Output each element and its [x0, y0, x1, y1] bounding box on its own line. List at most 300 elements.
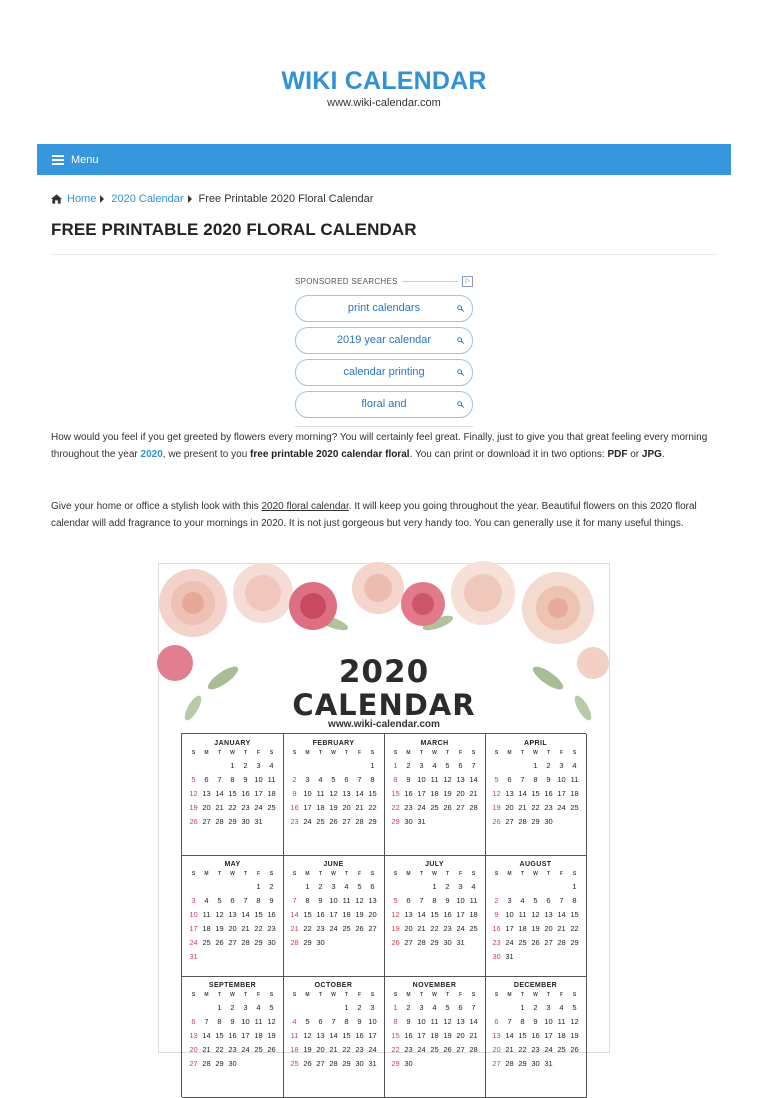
day-cell: 4 [471, 882, 476, 891]
day-cell: 2 [445, 882, 450, 891]
day-cell: 24 [241, 1045, 250, 1054]
site-title[interactable]: WIKI CALENDAR [281, 67, 487, 95]
breadcrumb [51, 193, 373, 205]
floral-calendar-link[interactable]: 2020 floral calendar [261, 501, 349, 512]
weekday-label: F [458, 992, 463, 998]
day-cell: 9 [406, 775, 411, 784]
day-cell: 5 [445, 761, 450, 770]
day-cell: 31 [505, 952, 514, 961]
week-row [182, 759, 283, 773]
day-cell: 1 [305, 882, 310, 891]
adchoices-icon[interactable]: ▷ [462, 276, 473, 287]
breadcrumb-home-link[interactable]: Home [67, 193, 97, 205]
day-cell: 27 [189, 1059, 198, 1068]
day-cell: 28 [518, 817, 527, 826]
week-row [182, 787, 283, 801]
week-row [283, 801, 384, 815]
day-cell: 13 [342, 789, 351, 798]
day-cell: 22 [342, 1045, 351, 1054]
week-row [182, 1015, 283, 1029]
day-cell: 4 [344, 882, 349, 891]
day-cell: 18 [254, 1031, 263, 1040]
month-april [485, 734, 587, 856]
day-cell: 14 [329, 1031, 338, 1040]
breadcrumb-separator-icon [100, 195, 104, 203]
calendar-year: 2020 [338, 654, 430, 690]
week-row [283, 787, 384, 801]
day-cell: 8 [344, 1017, 349, 1026]
week-row [283, 759, 384, 773]
weekday-label: W [230, 992, 235, 998]
search-icon [457, 337, 464, 344]
day-cell: 15 [368, 789, 377, 798]
day-cell: 16 [228, 1031, 237, 1040]
day-cell: 19 [189, 803, 198, 812]
day-cell [441, 815, 454, 829]
menu-toggle-button[interactable] [52, 154, 99, 166]
week-row [182, 936, 283, 950]
day-cell [200, 1001, 213, 1015]
day-cell [490, 1001, 503, 1015]
month-september [182, 976, 284, 1098]
day-cell: 11 [342, 896, 351, 905]
day-cell: 30 [267, 938, 276, 947]
day-cell: 4 [256, 1003, 261, 1012]
day-cell: 20 [505, 803, 514, 812]
weekday-label: T [318, 871, 323, 877]
day-cell: 22 [228, 803, 237, 812]
day-cell [226, 880, 239, 894]
day-cell: 13 [505, 789, 514, 798]
day-cell: 11 [518, 910, 527, 919]
week-row [182, 1057, 283, 1071]
weekday-label: T [344, 871, 349, 877]
day-cell: 30 [492, 952, 501, 961]
divider [295, 426, 473, 427]
day-cell: 13 [404, 910, 413, 919]
day-cell: 26 [267, 1045, 276, 1054]
day-cell: 10 [329, 896, 338, 905]
day-cell: 5 [331, 775, 336, 784]
weekday-label: S [572, 992, 577, 998]
day-cell: 23 [316, 924, 325, 933]
day-cell: 28 [202, 1059, 211, 1068]
day-cell: 20 [456, 1031, 465, 1040]
day-cell: 2 [292, 775, 297, 784]
week-row [485, 1001, 586, 1015]
day-cell: 16 [404, 789, 413, 798]
weekday-label: T [520, 871, 525, 877]
day-cell: 25 [557, 1045, 566, 1054]
weekday-label: W [533, 871, 538, 877]
day-cell: 18 [202, 924, 211, 933]
day-cell: 27 [202, 817, 211, 826]
day-cell [555, 1057, 568, 1071]
weekday-label: T [217, 992, 222, 998]
weekday-label: W [331, 871, 336, 877]
day-cell: 26 [215, 938, 224, 947]
week-row [485, 815, 586, 829]
weekday-label: F [559, 871, 564, 877]
weekday-label: S [269, 871, 274, 877]
ad-search-link[interactable] [295, 391, 473, 418]
day-cell: 2 [230, 1003, 235, 1012]
day-cell: 13 [202, 789, 211, 798]
day-cell: 19 [492, 803, 501, 812]
day-cell: 22 [303, 924, 312, 933]
week-row [182, 1043, 283, 1057]
day-cell [301, 1001, 314, 1015]
month-name: APRIL [524, 740, 547, 747]
weekday-label: T [344, 992, 349, 998]
day-cell: 6 [406, 896, 411, 905]
day-cell: 6 [318, 1017, 323, 1026]
day-cell: 29 [518, 1059, 527, 1068]
day-cell: 9 [406, 1017, 411, 1026]
weekday-label: S [292, 992, 297, 998]
day-cell: 15 [531, 789, 540, 798]
day-cell: 29 [531, 817, 540, 826]
day-cell: 3 [331, 882, 336, 891]
day-cell: 24 [303, 817, 312, 826]
day-cell: 29 [342, 1059, 351, 1068]
day-cell: 28 [417, 938, 426, 947]
weekday-label: M [507, 750, 512, 756]
day-cell: 24 [417, 803, 426, 812]
weekday-label: S [393, 750, 398, 756]
day-cell: 20 [202, 803, 211, 812]
week-row [182, 908, 283, 922]
day-cell: 2 [406, 761, 411, 770]
day-cell [288, 759, 301, 773]
day-cell [239, 1057, 252, 1071]
week-row [384, 1043, 485, 1057]
day-cell: 10 [303, 789, 312, 798]
day-cell: 5 [357, 882, 362, 891]
day-cell: 21 [417, 924, 426, 933]
day-cell: 16 [443, 910, 452, 919]
day-cell: 24 [254, 803, 263, 812]
day-cell: 8 [256, 896, 261, 905]
day-cell: 3 [546, 1003, 551, 1012]
week-row [485, 1057, 586, 1071]
day-cell: 30 [544, 817, 553, 826]
day-cell: 11 [202, 910, 211, 919]
day-cell: 2 [243, 761, 248, 770]
weekday-label: T [419, 871, 424, 877]
week-row [283, 1029, 384, 1043]
day-cell: 19 [329, 803, 338, 812]
day-cell: 22 [518, 1045, 527, 1054]
weekday-row [182, 868, 283, 880]
day-cell: 21 [557, 924, 566, 933]
day-cell: 18 [570, 789, 579, 798]
day-cell: 1 [230, 761, 235, 770]
week-row [384, 922, 485, 936]
day-cell: 20 [189, 1045, 198, 1054]
day-cell: 17 [456, 910, 465, 919]
day-cell: 17 [241, 1031, 250, 1040]
week-row [384, 894, 485, 908]
day-cell: 9 [230, 1017, 235, 1026]
day-cell: 2 [533, 1003, 538, 1012]
weekday-label: T [546, 750, 551, 756]
day-cell: 13 [189, 1031, 198, 1040]
weekday-label: W [331, 992, 336, 998]
breadcrumb-category-link[interactable]: 2020 Calendar [111, 193, 184, 205]
day-cell: 15 [570, 910, 579, 919]
weekday-label: T [520, 750, 525, 756]
day-cell: 2 [269, 882, 274, 891]
day-cell: 11 [469, 896, 478, 905]
day-cell: 26 [189, 817, 198, 826]
week-row [283, 815, 384, 829]
week-row [384, 815, 485, 829]
day-cell: 26 [443, 1045, 452, 1054]
day-cell [568, 1057, 581, 1071]
week-row [384, 773, 485, 787]
day-cell: 8 [305, 896, 310, 905]
day-cell: 14 [469, 775, 478, 784]
home-icon [51, 194, 62, 204]
day-cell: 26 [492, 817, 501, 826]
week-row [384, 787, 485, 801]
day-cell: 3 [507, 896, 512, 905]
week-row [283, 936, 384, 950]
day-cell: 6 [458, 761, 463, 770]
day-cell: 17 [303, 803, 312, 812]
weekday-label: T [217, 750, 222, 756]
day-cell: 7 [243, 896, 248, 905]
day-cell: 7 [357, 775, 362, 784]
week-row [182, 773, 283, 787]
day-cell [327, 1001, 340, 1015]
day-cell: 28 [557, 938, 566, 947]
day-cell: 13 [228, 910, 237, 919]
month-name: AUGUST [519, 861, 552, 868]
day-cell [187, 759, 200, 773]
day-cell: 5 [445, 1003, 450, 1012]
day-cell: 2 [406, 1003, 411, 1012]
day-cell: 12 [355, 896, 364, 905]
day-cell: 19 [391, 924, 400, 933]
day-cell [213, 759, 226, 773]
day-cell: 25 [267, 803, 276, 812]
sponsored-searches [295, 274, 473, 427]
day-cell: 7 [471, 1003, 476, 1012]
day-cell: 1 [432, 882, 437, 891]
calendar-url: www.wiki-calendar.com [328, 719, 440, 730]
month-july [384, 855, 486, 977]
day-cell: 23 [404, 1045, 413, 1054]
day-cell: 26 [391, 938, 400, 947]
day-cell [200, 759, 213, 773]
day-cell: 22 [391, 1045, 400, 1054]
day-cell: 5 [191, 775, 196, 784]
week-row [485, 922, 586, 936]
weekday-label: S [494, 992, 499, 998]
day-cell: 16 [404, 1031, 413, 1040]
week-row [485, 936, 586, 950]
day-cell: 4 [432, 761, 437, 770]
day-cell: 22 [254, 924, 263, 933]
month-name: MARCH [420, 740, 449, 747]
day-cell [327, 936, 340, 950]
ad-search-label: print calendars [347, 302, 421, 314]
month-name: JUNE [323, 861, 344, 868]
weekday-label: S [471, 871, 476, 877]
week-row [384, 1001, 485, 1015]
month-name: JANUARY [214, 740, 251, 747]
day-cell: 8 [217, 1017, 222, 1026]
ad-search-link[interactable] [295, 327, 473, 354]
day-cell: 7 [204, 1017, 209, 1026]
weekday-label: T [546, 992, 551, 998]
day-cell: 23 [492, 938, 501, 947]
day-cell: 15 [391, 1031, 400, 1040]
day-cell: 12 [329, 789, 338, 798]
day-cell: 23 [290, 817, 299, 826]
day-cell [542, 950, 555, 964]
day-cell [213, 880, 226, 894]
floral-calendar-image[interactable] [158, 563, 610, 1068]
day-cell: 24 [368, 1045, 377, 1054]
weekday-row [182, 747, 283, 759]
day-cell: 16 [267, 910, 276, 919]
day-cell: 22 [531, 803, 540, 812]
day-cell: 31 [189, 952, 198, 961]
weekday-label: S [471, 992, 476, 998]
day-cell: 17 [329, 910, 338, 919]
weekday-label: S [191, 992, 196, 998]
divider [402, 281, 458, 282]
day-cell [314, 1001, 327, 1015]
day-cell: 29 [368, 817, 377, 826]
day-cell [265, 950, 278, 964]
day-cell [265, 815, 278, 829]
day-cell: 28 [469, 803, 478, 812]
weekday-row [384, 868, 485, 880]
calendar-heading: CALENDAR [292, 688, 476, 722]
weekday-label: S [269, 750, 274, 756]
ad-search-label: calendar printing [343, 366, 425, 378]
day-cell: 27 [505, 817, 514, 826]
day-cell [467, 936, 480, 950]
weekday-label: W [331, 750, 336, 756]
weekday-label: T [445, 992, 450, 998]
day-cell: 14 [557, 910, 566, 919]
day-cell: 7 [419, 896, 424, 905]
day-cell [340, 936, 353, 950]
ad-search-label: floral and [361, 398, 407, 410]
day-cell: 27 [544, 938, 553, 947]
day-cell [555, 880, 568, 894]
day-cell: 27 [342, 817, 351, 826]
month-march [384, 734, 486, 856]
day-cell: 29 [430, 938, 439, 947]
day-cell: 22 [368, 803, 377, 812]
day-cell: 6 [344, 775, 349, 784]
day-cell: 5 [305, 1017, 310, 1026]
day-cell: 27 [316, 1059, 325, 1068]
weekday-label: W [432, 992, 437, 998]
day-cell: 17 [368, 1031, 377, 1040]
week-row [182, 880, 283, 894]
day-cell: 12 [267, 1017, 276, 1026]
day-cell: 17 [544, 1031, 553, 1040]
day-cell: 19 [443, 1031, 452, 1040]
week-row [485, 759, 586, 773]
day-cell: 12 [189, 789, 198, 798]
day-cell [516, 880, 529, 894]
day-cell: 31 [544, 1059, 553, 1068]
day-cell: 23 [531, 1045, 540, 1054]
month-november [384, 976, 486, 1098]
day-cell: 8 [520, 1017, 525, 1026]
day-cell: 21 [329, 1045, 338, 1054]
day-cell [200, 950, 213, 964]
day-cell: 2 [318, 882, 323, 891]
search-icon [457, 305, 464, 312]
weekday-label: T [243, 992, 248, 998]
day-cell [314, 759, 327, 773]
ad-search-link[interactable] [295, 295, 473, 322]
day-cell: 6 [370, 882, 375, 891]
day-cell: 28 [505, 1059, 514, 1068]
day-cell: 2 [546, 761, 551, 770]
month-february [283, 734, 385, 856]
day-cell: 24 [557, 803, 566, 812]
day-cell: 3 [419, 761, 424, 770]
weekday-label: S [572, 871, 577, 877]
day-cell: 18 [430, 789, 439, 798]
day-cell: 11 [430, 1017, 439, 1026]
day-cell: 19 [267, 1031, 276, 1040]
weekday-label: W [533, 992, 538, 998]
day-cell: 26 [570, 1045, 579, 1054]
weekday-label: M [507, 871, 512, 877]
search-icon [457, 369, 464, 376]
day-cell: 7 [217, 775, 222, 784]
day-cell: 26 [355, 924, 364, 933]
week-row [283, 894, 384, 908]
weekday-label: T [344, 750, 349, 756]
day-cell: 21 [518, 803, 527, 812]
month-name: DECEMBER [513, 982, 558, 989]
week-row [485, 1043, 586, 1057]
year-2020-link[interactable]: 2020 [140, 449, 163, 460]
day-cell: 8 [533, 775, 538, 784]
day-cell: 7 [331, 1017, 336, 1026]
weekday-row [485, 747, 586, 759]
day-cell: 27 [456, 803, 465, 812]
day-cell: 11 [290, 1031, 299, 1040]
day-cell [213, 950, 226, 964]
day-cell: 18 [316, 803, 325, 812]
day-cell [555, 950, 568, 964]
day-cell: 8 [432, 896, 437, 905]
day-cell [265, 1057, 278, 1071]
day-cell: 7 [471, 761, 476, 770]
day-cell: 29 [303, 938, 312, 947]
ad-search-link[interactable] [295, 359, 473, 386]
day-cell: 25 [518, 938, 527, 947]
week-row [485, 1015, 586, 1029]
day-cell [327, 759, 340, 773]
day-cell [353, 936, 366, 950]
weekday-label: S [191, 871, 196, 877]
day-cell [402, 880, 415, 894]
